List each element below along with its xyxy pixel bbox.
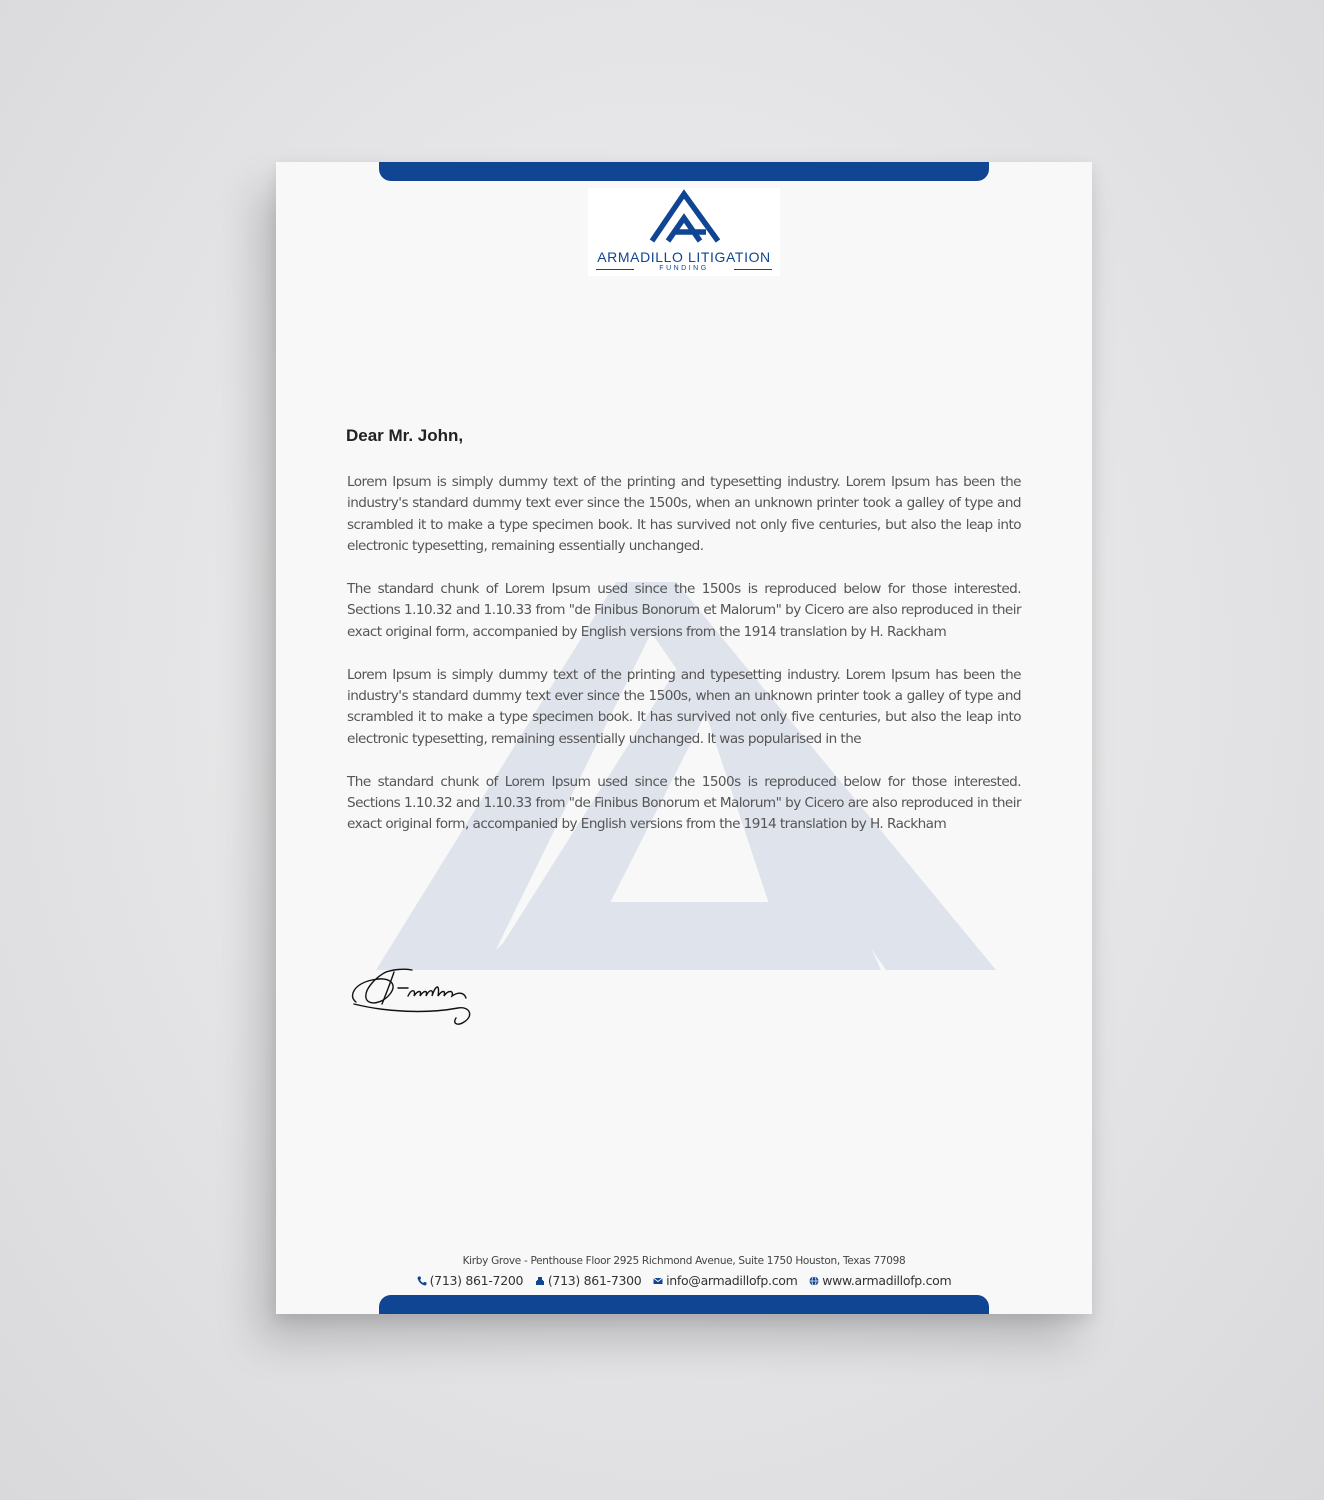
logo-name: ARMADILLO LITIGATION: [597, 249, 771, 265]
logo-rule-right: [734, 269, 772, 270]
paragraph-2: The standard chunk of Lorem Ipsum used since the 1500s is reproduced below for those interested. Sections 1.10.32 and 1.10.33 from "de Finibus Bonorum et Malorum" by Cicero are also reproduced in their exact original form, accompanied by English versions from the 1914 translation by H. Rackham: [347, 581, 1021, 640]
letterhead-sheet: [276, 162, 1092, 1314]
fax-number: (713) 861-7300: [547, 1273, 642, 1288]
logo-subtitle: FUNDING: [659, 265, 709, 272]
signature-icon: [346, 962, 486, 1032]
footer-bar: [379, 1295, 989, 1314]
paragraph-1: Lorem Ipsum is simply dummy text of the printing and typesetting industry. Lorem Ipsum has been the industry's standard dummy text ever since the 1500s, when an unknown printer took a galley of type and scrambled it to make a type specimen book. It has survived not only five centuries, but also the leap into electronic typesetting, remaining essentially unchanged.: [347, 474, 1021, 555]
letter-body: [347, 472, 1021, 857]
globe-icon: [809, 1276, 819, 1286]
email-address[interactable]: info@armadillofp.com: [666, 1273, 798, 1288]
email-icon: [653, 1276, 663, 1286]
letter-greeting: Dear Mr. John,: [346, 426, 464, 445]
footer-website[interactable]: [809, 1273, 951, 1288]
logo-mark-icon: [588, 188, 780, 248]
website-url[interactable]: www.armadillofp.com: [822, 1273, 952, 1288]
header-bar: [379, 162, 989, 181]
footer-address: Kirby Grove - Penthouse Floor 2925 Richmond Avenue, Suite 1750 Houston, Texas 77098: [462, 1255, 906, 1267]
footer-email[interactable]: [653, 1273, 797, 1288]
company-logo: [588, 188, 780, 276]
fax-icon: [535, 1276, 545, 1286]
phone-number: (713) 861-7200: [429, 1273, 524, 1288]
footer-phone: [417, 1273, 524, 1288]
phone-icon: [417, 1276, 427, 1286]
paragraph-3: Lorem Ipsum is simply dummy text of the printing and typesetting industry. Lorem Ipsum has been the industry's standard dummy text ever since the 1500s, when an unknown printer took a galley of type and scrambled it to make a type specimen book. It has survived not only five centuries, but also the leap into electronic typesetting, remaining essentially unchanged. It was popularised in the: [347, 666, 1021, 747]
footer-contacts: [276, 1273, 1092, 1288]
footer-fax: [535, 1273, 642, 1288]
paragraph-4: The standard chunk of Lorem Ipsum used since the 1500s is reproduced below for those interested. Sections 1.10.32 and 1.10.33 from "de Finibus Bonorum et Malorum" by Cicero are also reproduced in their exact original form, accompanied by English versions from the 1914 translation by H. Rackham: [347, 773, 1021, 833]
